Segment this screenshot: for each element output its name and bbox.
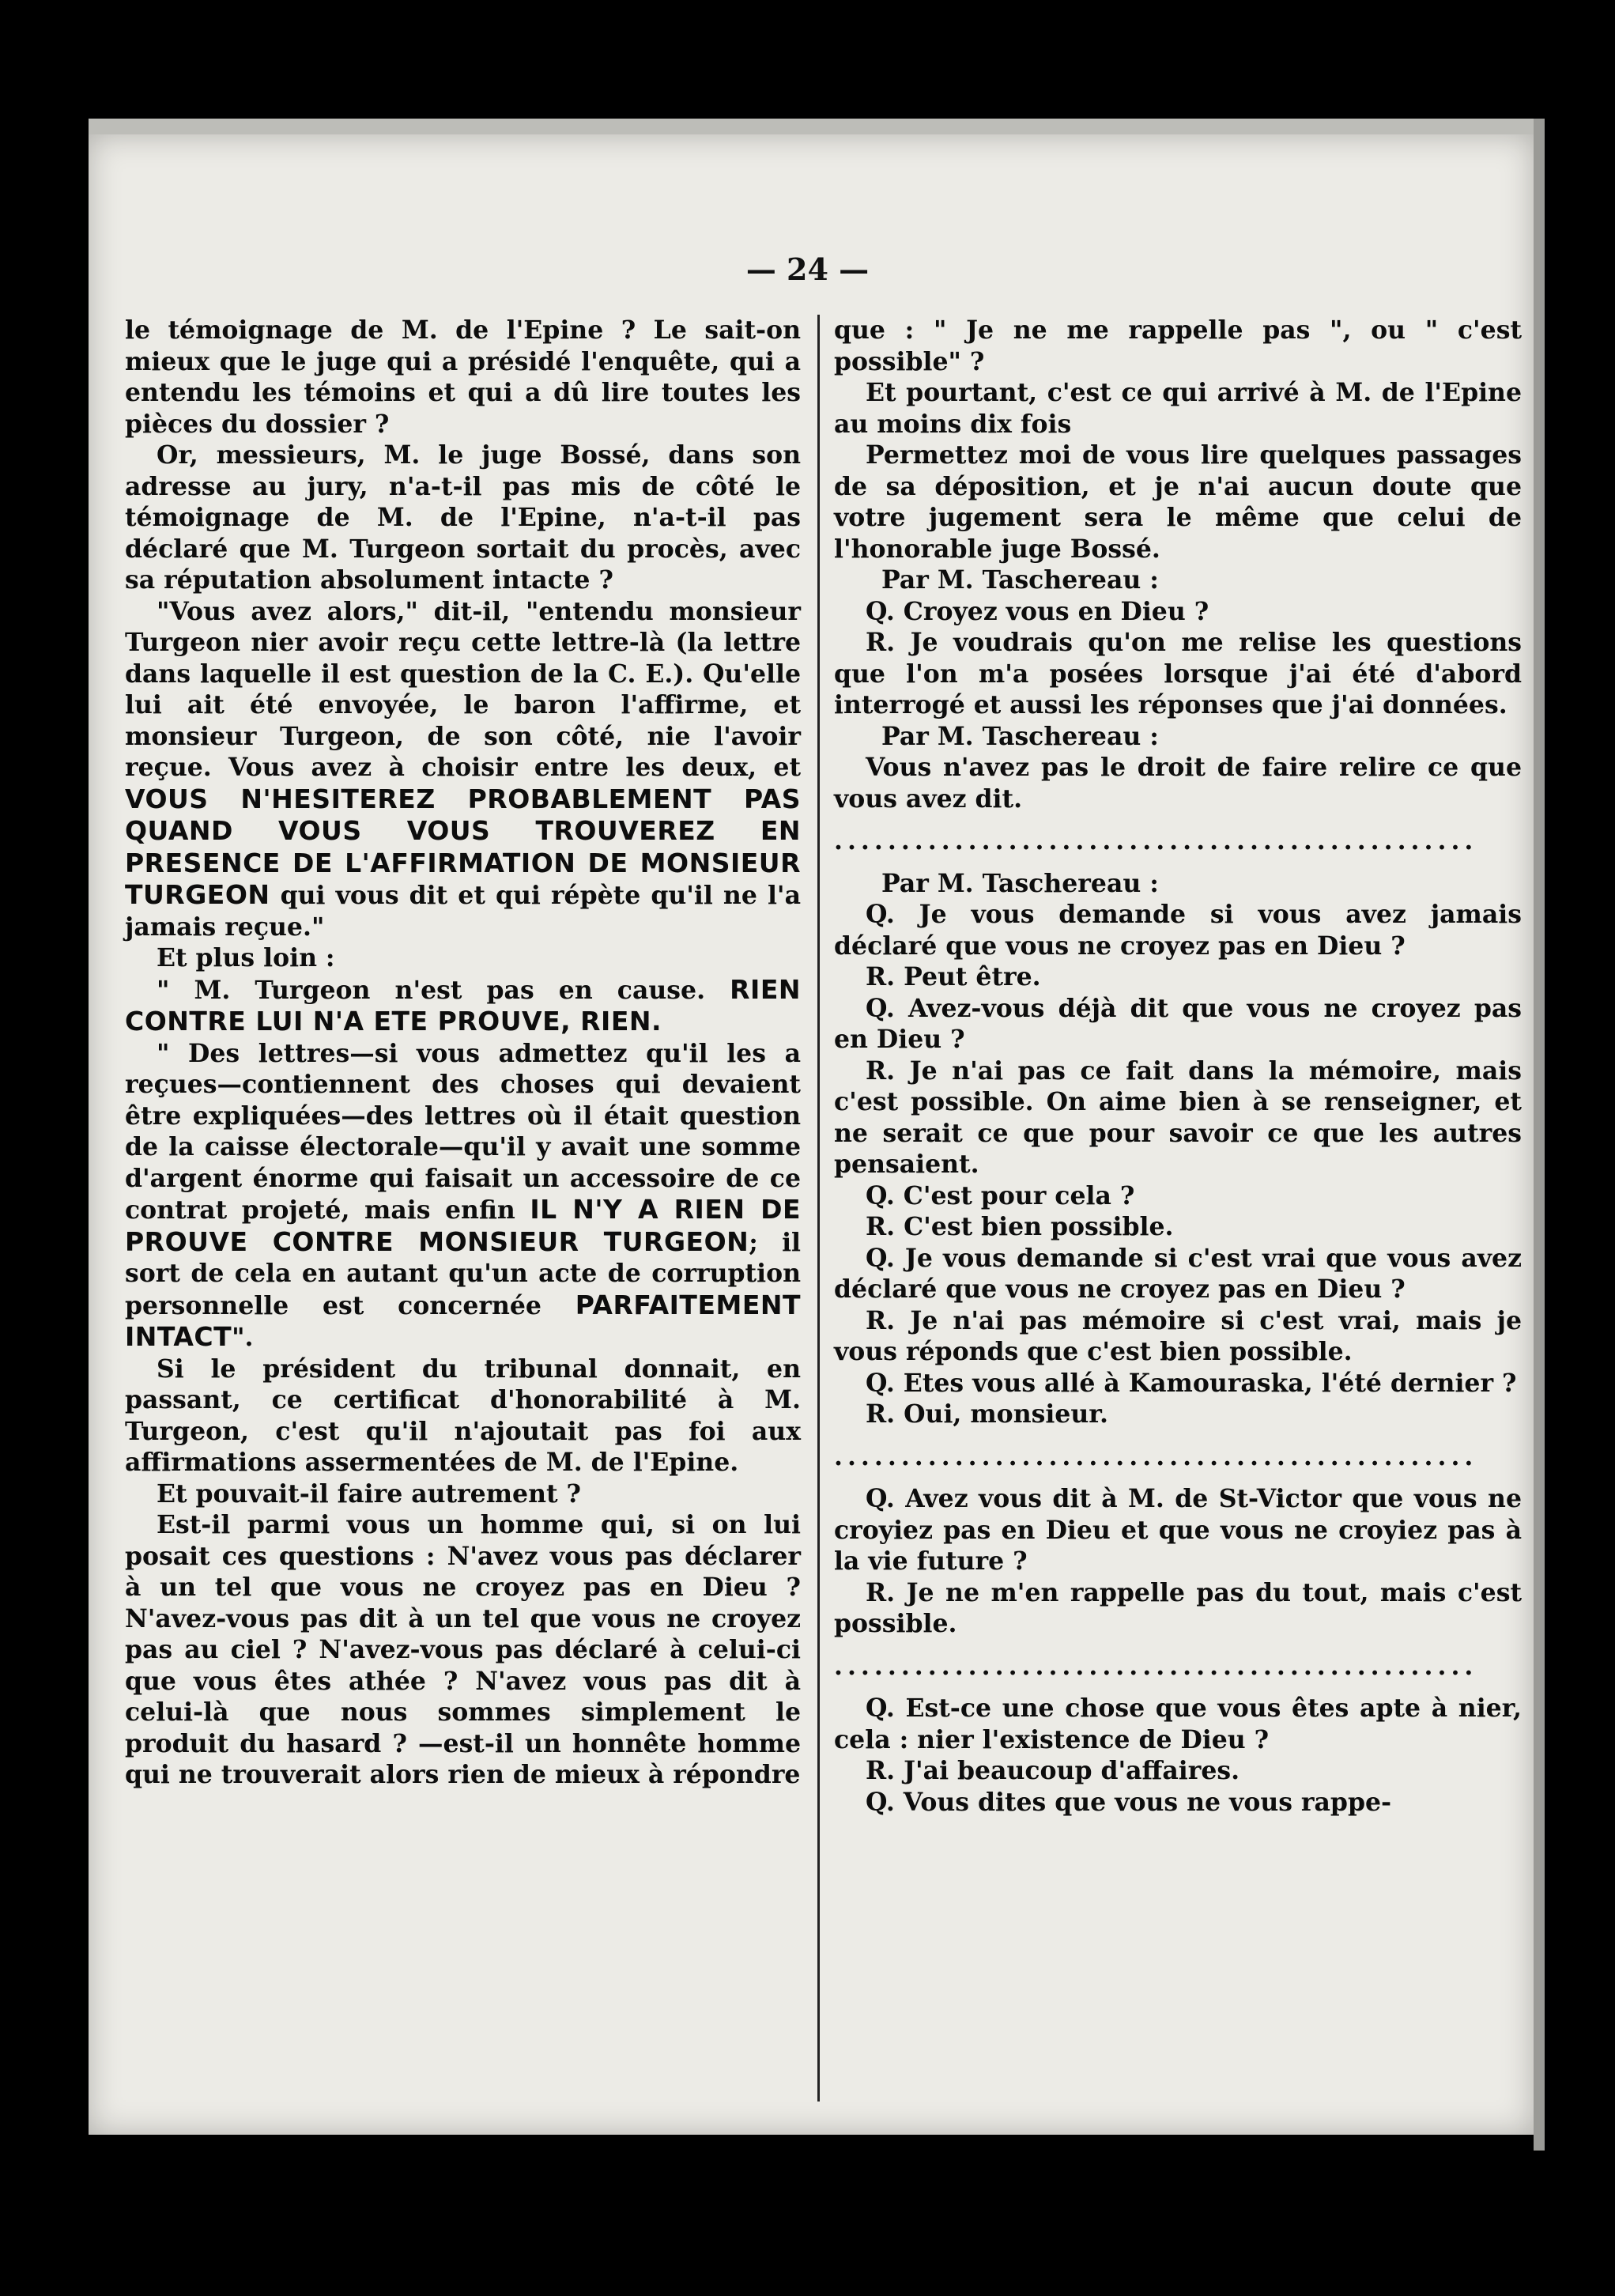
paragraph: le témoignage de M. de l'Epine ? Le sait-on mieux que le juge qui a présidé l'enquête, qui a entendu les témoins et qui a dû lire toutes les pièces du dossier ? bbox=[125, 315, 801, 439]
paragraph: Vous n'avez pas le droit de faire relire ce que vous avez dit. bbox=[834, 753, 1522, 814]
question: Q. Je vous demande si c'est vrai que vous avez déclaré que vous ne croyez pas en Dieu ? bbox=[834, 1243, 1522, 1304]
right-column bbox=[834, 315, 1522, 1818]
question: Q. Je vous demande si vous avez jamais déclaré que vous ne croyez pas en Dieu ? bbox=[834, 900, 1522, 961]
answer: R. Je ne m'en rappelle pas du tout, mais c'est possible. bbox=[834, 1577, 1522, 1638]
page-top-edge bbox=[89, 119, 1543, 134]
question: Q. Avez-vous déjà dit que vous ne croyez pas en Dieu ? bbox=[834, 993, 1522, 1054]
question: Q. Est-ce une chose que vous êtes apte à nier, cela : nier l'existence de Dieu ? bbox=[834, 1694, 1522, 1754]
paragraph bbox=[125, 974, 801, 1038]
question: Q. Croyez vous en Dieu ? bbox=[866, 596, 1209, 626]
paragraph: que : " Je ne me rappelle pas ", ou " c'est possible" ? bbox=[834, 315, 1522, 376]
speaker-line: Par M. Taschereau : bbox=[881, 868, 1159, 898]
emphasis-text: VOUS N'HESITEREZ PROBABLEMENT PAS QUAND VOUS VOUS TROUVEREZ EN PRESENCE DE L'AFFIRMATION DE MONSIEUR TURGEON bbox=[125, 783, 801, 910]
left-column bbox=[125, 315, 801, 1791]
quote-text: ". bbox=[232, 1323, 254, 1352]
paragraph bbox=[125, 596, 801, 943]
answer: R. J'ai beaucoup d'affaires. bbox=[866, 1756, 1240, 1785]
column-divider bbox=[817, 315, 820, 2102]
paragraph: Permettez moi de vous lire quelques passages de sa déposition, et je n'ai aucun doute que votre jugement sera le même que celui de l'honorable juge Bossé. bbox=[834, 440, 1522, 564]
quote-text: " Des lettres—si vous admettez qu'il les a reçues—contiennent des choses qui devaient être expliquées—des lettres où il était question de la caisse électorale—qu'il y avait une somme d'argent énorme qui faisait un accessoire de ce contrat projeté, mais enfin bbox=[125, 1038, 801, 1225]
paragraph: Est-il parmi vous un homme qui, si on lui posait ces questions : N'avez vous pas déclarer à un tel que vous ne croyez pas en Dieu ? N'avez-vous pas dit à un tel que vous ne croyez pas au ciel ? N'avez-vous pas déclaré à celui-ci que vous êtes athée ? N'avez vous pas dit à celui-là que nous sommes simplement le produit du hasard ? —est-il un honnête homme qui ne trouverait alors rien de mieux à répondre bbox=[125, 1510, 801, 1789]
emphasis-text: IL N'Y A RIEN DE PROUVE CONTRE MONSIEUR TURGEON bbox=[125, 1194, 802, 1257]
answer: R. Je n'ai pas mémoire si c'est vrai, mais je vous réponds que c'est bien possible. bbox=[834, 1305, 1522, 1366]
paragraph bbox=[125, 1038, 801, 1354]
question: Q. Etes vous allé à Kamouraska, l'été dernier ? bbox=[866, 1368, 1517, 1398]
emphasis-text: RIEN CONTRE LUI N'A ETE PROUVE, RIEN. bbox=[125, 973, 801, 1037]
question: Q. C'est pour cela ? bbox=[866, 1180, 1135, 1210]
emphasis-text: PARFAITEMENT INTACT bbox=[125, 1289, 801, 1352]
separator-dots: ................................................ bbox=[834, 1441, 1478, 1471]
question: Q. Vous dites que vous ne vous rappe- bbox=[866, 1787, 1392, 1817]
answer: R. Je n'ai pas ce fait dans la mémoire, mais c'est possible. On aime bien à se renseigner, et ne serait ce que pour savoir ce que les autres pensaient. bbox=[834, 1055, 1522, 1179]
question: Q. Avez vous dit à M. de St-Victor que vous ne croyiez pas en Dieu et que vous ne croyiez pas à la vie future ? bbox=[834, 1484, 1522, 1576]
paragraph: Et plus loin : bbox=[157, 943, 335, 972]
page-number: — 24 — bbox=[745, 251, 870, 287]
quote-text: qui vous dit et qui répète qu'il ne l'a jamais reçue." bbox=[125, 881, 801, 942]
speaker-line: Par M. Taschereau : bbox=[881, 721, 1159, 751]
paragraph: Or, messieurs, M. le juge Bossé, dans son adresse au jury, n'a-t-il pas mis de côté le témoignage de M. de l'Epine, n'a-t-il pas déclaré que M. Turgeon sortait du procès, avec sa réputation absolument intacte ? bbox=[125, 440, 801, 595]
page-side-edge bbox=[1534, 119, 1545, 2151]
separator-dots: ................................................ bbox=[834, 826, 1478, 855]
paragraph: Et pouvait-il faire autrement ? bbox=[157, 1478, 581, 1509]
quote-text: "Vous avez alors," dit-il, "entendu monsieur Turgeon nier avoir reçu cette lettre-là (la lettre dans laquelle il est question de la C. E.). Qu'elle lui ait été envoyée, le baron l'affirme, et monsieur Turgeon, de son côté, nie l'avoir reçue. Vous avez à choisir entre les deux, et bbox=[125, 596, 801, 782]
quote-text: ; il sort de cela en autant qu'un acte de corruption personnelle est concernée bbox=[125, 1227, 802, 1320]
answer: R. C'est bien possible. bbox=[866, 1212, 1174, 1241]
answer: R. Oui, monsieur. bbox=[866, 1399, 1108, 1429]
answer: R. Je voudrais qu'on me relise les questions que l'on m'a posées lorsque j'ai été d'abord interrogé et aussi les réponses que j'ai données. bbox=[834, 628, 1522, 719]
paragraph: Si le président du tribunal donnait, en passant, ce certificat d'honorabilité à M. Turgeon, c'est qu'il n'ajoutait pas foi aux affirmations assermentées de M. de l'Epine. bbox=[125, 1354, 801, 1477]
paragraph: Et pourtant, c'est ce qui arrivé à M. de l'Epine au moins dix fois bbox=[834, 378, 1522, 439]
speaker-line: Par M. Taschereau : bbox=[881, 565, 1159, 595]
answer: R. Peut être. bbox=[866, 962, 1041, 991]
separator-dots: ................................................ bbox=[834, 1651, 1478, 1681]
quote-text: " M. Turgeon n'est pas en cause. bbox=[157, 975, 706, 1005]
